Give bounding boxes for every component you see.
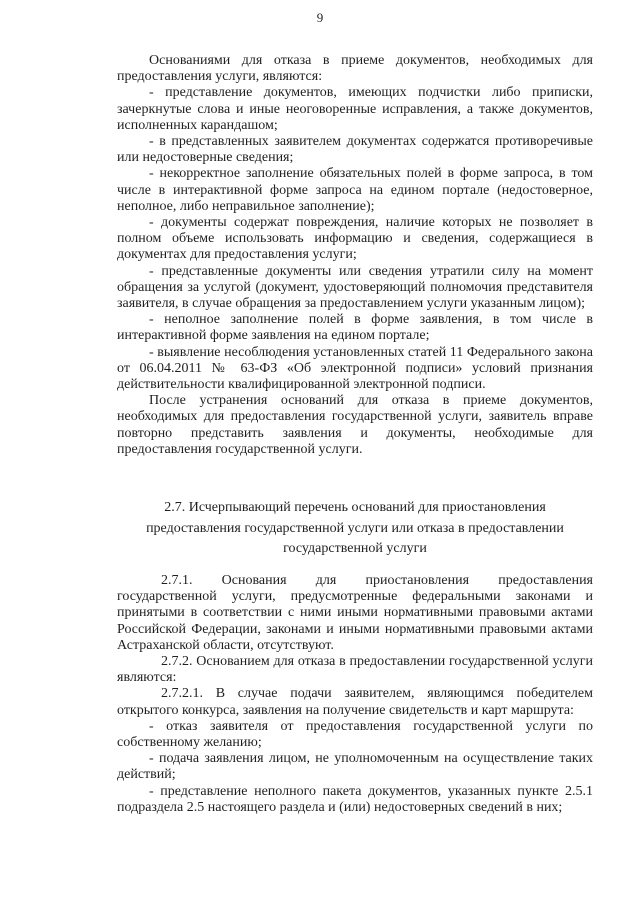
heading-line: государственной услуги xyxy=(283,541,427,556)
list-item: - выявление несоблюдения установленных статей 11 Федерального закона от 06.04.2011 № 63-ФЗ «Об электронной подписи» условий признания действительности квалифицированной электронной подписи. xyxy=(117,344,593,393)
list-item: - в представленных заявителем документах содержатся противоречивые или недостоверные сведения; xyxy=(117,134,593,166)
paragraph: 2.7.2.1. В случае подачи заявителем, являющимся победителем открытого конкурса, заявления на получение свидетельств и карт маршрута: xyxy=(117,686,593,718)
paragraph: 2.7.1. Основания для приостановления предоставления государственной услуги, предусмотренные федеральными законами и принятыми в соответствии с ними иными нормативными правовыми актами Российской Федерации, законами и иными нормативными правовыми актами Астраханской области, отсутствуют. xyxy=(117,573,593,653)
section-refusal-grounds xyxy=(117,53,593,458)
list-item: - представленные документы или сведения утратили силу на момент обращения за услугой (документ, удостоверяющий полномочия представителя заявителя, в случае обращения за предоставлением услуги указанным лицом); xyxy=(117,263,593,312)
paragraph: Основаниями для отказа в приеме документов, необходимых для предоставления услуги, являются: xyxy=(117,53,593,85)
list-item: - представление документов, имеющих подчистки либо приписки, зачеркнутые слова и иные неоговоренные исправления, а также документов, исполненных карандашом; xyxy=(117,85,593,133)
page-number: 9 xyxy=(316,10,324,25)
list-item: - неполное заполнение полей в форме заявления, в том числе в интерактивной форме заявления на едином портале; xyxy=(117,312,593,344)
list-item: - отказ заявителя от предоставления государственной услуги по собственному желанию; xyxy=(117,718,593,751)
list-item: - подача заявления лицом, не уполномоченным на осуществление таких действий; xyxy=(117,751,593,783)
heading-line: предоставления государственной услуги или отказа в предоставлении xyxy=(146,520,564,536)
heading-line: 2.7. Исчерпывающий перечень оснований для приостановления xyxy=(164,500,546,515)
list-item: - представление неполного пакета документов, указанных пункте 2.5.1 подраздела 2.5 настоящего раздела и (или) недостоверных сведений в них; xyxy=(117,783,593,815)
section-suspension-grounds xyxy=(117,573,593,816)
paragraph: 2.7.2. Основанием для отказа в предоставлении государственной услуги являются: xyxy=(117,654,593,686)
list-item: - некорректное заполнение обязательных полей в форме запроса, в том числе в интерактивной форме запроса на едином портале (недостоверное, неполное, либо неправильное заполнение); xyxy=(117,166,593,214)
list-item: - документы содержат повреждения, наличие которых не позволяет в полном объеме использовать информацию и сведения, содержащиеся в документах для предоставления услуги; xyxy=(117,215,593,263)
paragraph: После устранения оснований для отказа в приеме документов, необходимых для предоставления государственной услуги, заявитель вправе повторно представить заявления и документы, необходимые для предоставления государственной услуги. xyxy=(117,393,593,457)
section-heading xyxy=(117,498,593,560)
